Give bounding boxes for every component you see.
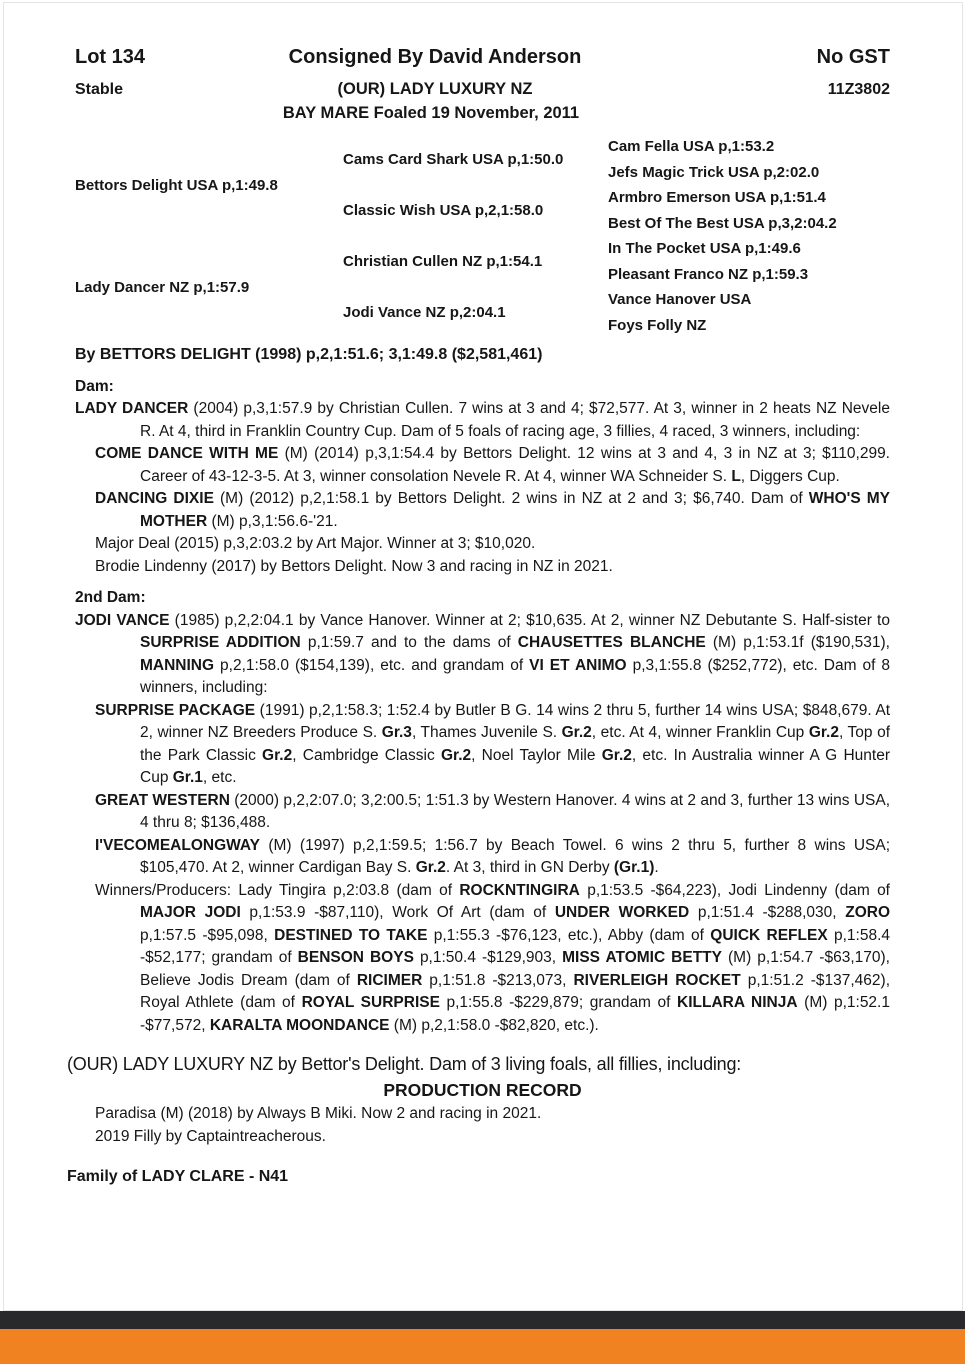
pedigree-entry: Cam Fella USA p,1:53.2 [608,138,775,156]
footer-orange-band [0,1329,965,1364]
pedigree-paragraph: I'VECOMEALONGWAY (M) (1997) p,2,1:59.5; 1:56.7 by Beach Towel. 6 wins 2 thru 5, further 8 wins USA; $105,470. At 2, winner Cardigan Bay S. Gr.2. At 3, third in GN Derby (Gr.1). [95,836,890,876]
pedigree-entry: Cams Card Shark USA p,1:50.0 [343,151,564,168]
pedigree-paragraph: SURPRISE PACKAGE (1991) p,2,1:58.3; 1:52.4 by Butler B G. 14 wins 2 thru 5, further 14 wins USA; $848,679. At 2, winner NZ Breeders Produce S. Gr.3, Thames Juvenile S. Gr.2, etc. At 4, winner Franklin Cup Gr.2, Top of the Park Classic Gr.2, Cambridge Classic Gr.2, Noel Taylor Mile Gr.2, etc. In Australia winner A G Hunter Cup Gr.1, etc. [95,701,891,786]
pedigree-entry: Bettors Delight USA p,1:49.8 [75,176,278,194]
pedigree-paragraph: DANCING DIXIE (M) (2012) p,2,1:58.1 by Bettors Delight. 2 wins in NZ at 2 and 3; $6,740. Dam of WHO'S MY MOTHER (M) p,3,1:56.6-'21. [95,490,891,530]
horse-name: (OUR) LADY LUXURY NZ [337,80,533,98]
pedigree-table [75,134,890,338]
pedigree-paragraph: Brodie Lindenny (2017) by Bettors Delight. Now 3 and racing in NZ in 2021. [95,557,613,575]
gst-status: No GST [816,46,890,68]
pedigree-entry: Vance Hanover USA [608,291,752,309]
pedigree-entry: Pleasant Franco NZ p,1:59.3 [608,265,809,283]
pedigree-col-grandparents [343,134,605,338]
pedigree-paragraph: Major Deal (2015) p,3,2:03.2 by Art Major. Winner at 3; $10,020. [95,535,536,552]
pedigree-col-great-grandparents [608,134,890,338]
dam-paragraphs [75,398,890,578]
stable-label: Stable [75,81,124,98]
pedigree-entry: Jodi Vance NZ p,2:04.1 [343,304,506,321]
pedigree-entry: Armbro Emerson USA p,1:51.4 [608,189,826,207]
dam-section-heading: Dam: [75,377,114,395]
footer-dark-band [0,1311,965,1329]
production-line: 2019 Filly by Captaintreacherous. [95,1128,326,1145]
foaling-line: BAY MARE Foaled 19 November, 2011 [282,104,580,122]
consignor-title: Consigned By David Anderson [288,46,582,68]
second-dam-paragraphs [75,610,890,1038]
pedigree-entry: Foys Folly NZ [608,316,707,334]
pedigree-paragraph: JODI VANCE (1985) p,2,2:04.1 by Vance Hanover. Winner at 2; $10,635. At 2, winner NZ Debutante S. Half-sister to SURPRISE ADDITION p,1:59.7 and to the dams of CHAUSETTES BLANCHE (M) p,1:53.1f ($190,531), MANNING p,2,1:58.0 ($154,139), etc. and grandam of VI ET ANIMO p,3,1:55.8 ($252,772), etc. Dam of 8 winners, including: [75,611,890,696]
pedigree-col-parents [75,134,337,338]
brand-id: 11Z3802 [827,81,890,98]
pedigree-entry: Christian Cullen NZ p,1:54.1 [343,253,543,270]
pedigree-entry: Jefs Magic Trick USA p,2:02.0 [608,163,820,181]
pedigree-paragraph: LADY DANCER (2004) p,3,1:57.9 by Christian Cullen. 7 wins at 3 and 4; $72,577. At 3, winner in 2 heats NZ Nevele R. At 4, third in Franklin Country Cup. Dam of 5 foals of racing age, 3 fillies, 4 raced, 3 winners, including: [75,400,890,440]
section-spacer [75,578,890,587]
pedigree-paragraph: COME DANCE WITH ME (M) (2014) p,3,1:54.4 by Bettors Delight. 12 wins at 3 and 4, 3 in NZ at 3; $110,299. Career of 43-12-3-5. At 3, winner consolation Nevele R. At 4, winner WA Schneider S. L, Diggers Cup. [95,445,890,485]
pedigree-paragraph: GREAT WESTERN (2000) p,2,2:07.0; 3,2:00.5; 1:51.3 by Western Hanover. 4 wins at 2 and 3, further 13 wins USA, 4 thru 8; $136,488. [95,791,891,831]
pedigree-entry: In The Pocket USA p,1:49.6 [608,240,801,258]
production-intro: (OUR) LADY LUXURY NZ by Bettor's Delight. Dam of 3 living foals, all fillies, including: [67,1054,742,1074]
pedigree-entry: Lady Dancer NZ p,1:57.9 [75,278,250,296]
production-record-heading: PRODUCTION RECORD [383,1079,582,1100]
pedigree-entry: Classic Wish USA p,2,1:58.0 [343,202,544,219]
lot-number: Lot 134 [75,46,146,68]
pedigree-text [67,344,891,1204]
sire-credit-line: By BETTORS DELIGHT (1998) p,2,1:51.6; 3,1:49.8 ($2,581,461) [75,346,543,363]
pedigree-entry: Best Of The Best USA p,3,2:04.2 [608,214,837,232]
second-dam-heading: 2nd Dam: [75,589,146,606]
pedigree-paragraph: Winners/Producers: Lady Tingira p,2:03.8 (dam of ROCKNTINGIRA p,1:53.5 -$64,223), Jodi Lindenny (dam of MAJOR JODI p,1:53.9 -$87,110), Work Of Art (dam of UNDER WORKED p,1:51.4 -$288,030, ZORO p,1:57.5 -$95,098, DESTINED TO TAKE p,1:55.3 -$76,123, etc.), Abby (dam of QUICK REFLEX p,1:58.4 -$52,177; grandam of BENSON BOYS p,1:50.4 -$129,903, MISS ATOMIC BETTY (M) p,1:54.7 -$63,170), Believe Jodis Dream (dam of RICIMER p,1:51.8 -$213,073, RIVERLEIGH ROCKET p,1:51.2 -$137,462), Royal Athlete (dam of ROYAL SURPRISE p,1:55.8 -$229,879; grandam of KILLARA NINJA (M) p,1:52.1 -$77,572, KARALTA MOONDANCE (M) p,2,1:58.0 -$82,820, etc.). [95,881,891,1034]
family-line: Family of LADY CLARE - N41 [67,1167,289,1185]
production-line: Paradisa (M) (2018) by Always B Miki. Now 2 and racing in 2021. [95,1104,542,1122]
production-lines [75,1102,890,1149]
